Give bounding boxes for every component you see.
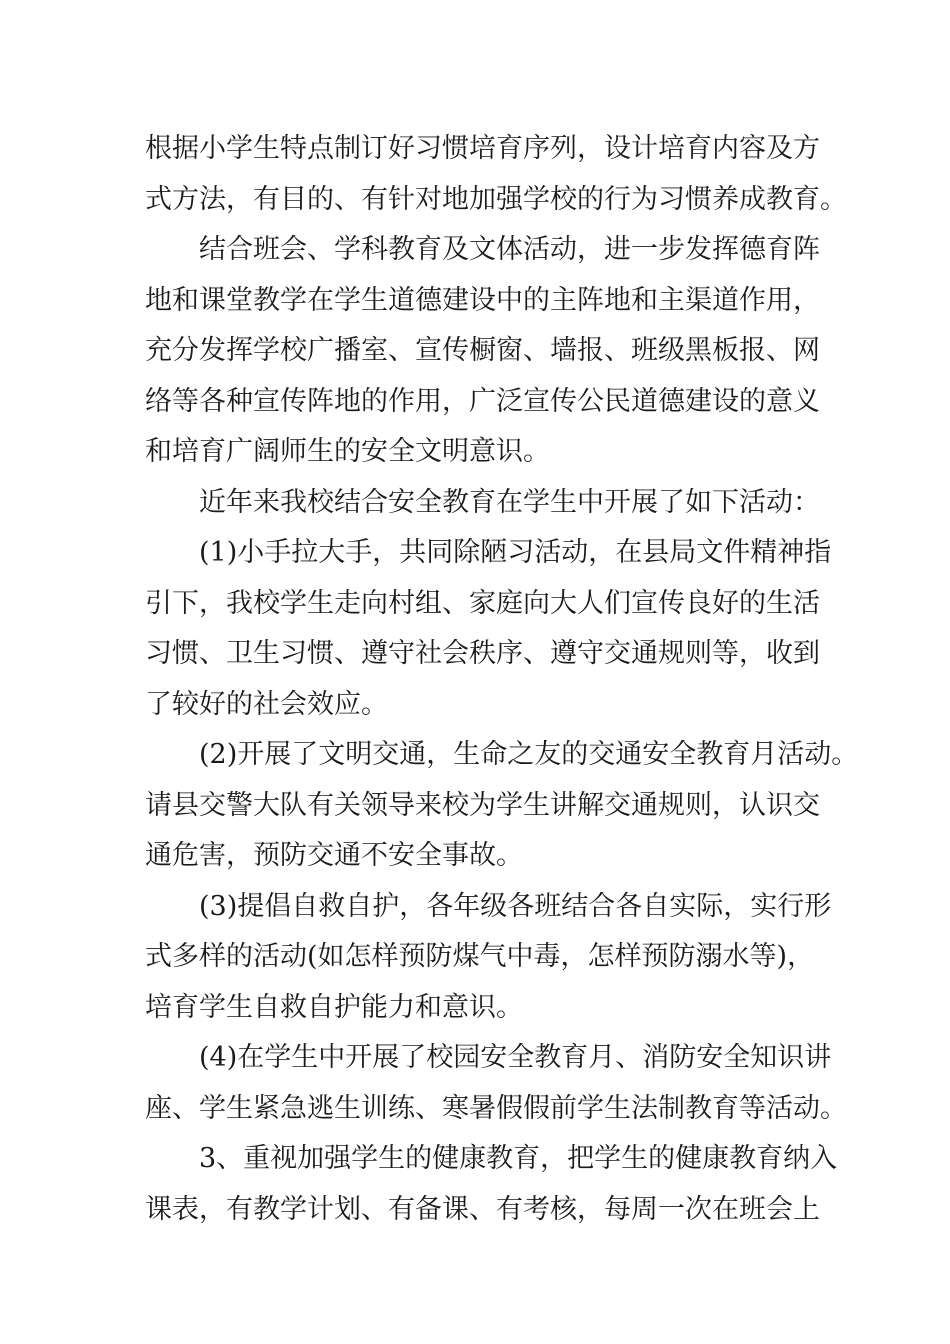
text-line: 3、重视加强学生的健康教育，把学生的健康教育纳入 bbox=[199, 1143, 838, 1174]
text-line: 络等各种宣传阵地的作用，广泛宣传公民道德建设的意义 bbox=[145, 385, 820, 417]
text-line: 结合班会、学科教育及文体活动，进一步发挥德育阵 bbox=[199, 234, 820, 265]
text-line: 和培育广阔师生的安全文明意识。 bbox=[145, 436, 550, 467]
text-line: (2)开展了文明交通，生命之友的交通安全教育月活动。 bbox=[199, 739, 859, 770]
text-line: 根据小学生特点制订好习惯培育序列，设计培育内容及方 bbox=[145, 133, 820, 164]
text-line: (4)在学生中开展了校园安全教育月、消防安全知识讲 bbox=[199, 1042, 832, 1073]
document-body bbox=[145, 124, 859, 1235]
text-line: 式多样的活动(如怎样预防煤气中毒，怎样预防溺水等)， bbox=[145, 941, 815, 972]
text-line: 培育学生自救自护能力和意识。 bbox=[145, 991, 523, 1023]
text-line: (3)提倡自救自护，各年级各班结合各自实际，实行形 bbox=[199, 890, 832, 922]
text-line: 座、学生紧急逃生训练、寒暑假假前学生法制教育等活动。 bbox=[145, 1092, 847, 1124]
text-line: 课表，有教学计划、有备课、有考核，每周一次在班会上 bbox=[145, 1193, 820, 1225]
text-line: (1)小手拉大手，共同除陋习活动，在县局文件精神指 bbox=[199, 537, 832, 568]
text-line: 习惯、卫生习惯、遵守社会秩序、遵守交通规则等，收到 bbox=[145, 638, 820, 669]
text-line: 式方法，有目的、有针对地加强学校的行为习惯养成教育。 bbox=[145, 183, 847, 215]
text-line: 通危害，预防交通不安全事故。 bbox=[145, 840, 523, 871]
text-line: 近年来我校结合安全教育在学生中开展了如下活动： bbox=[199, 486, 820, 518]
text-line: 请县交警大队有关领导来校为学生讲解交通规则，认识交 bbox=[145, 789, 820, 821]
text-line: 地和课堂教学在学生道德建设中的主阵地和主渠道作用， bbox=[145, 284, 820, 316]
text-line: 了较好的社会效应。 bbox=[145, 688, 388, 720]
text-line: 引下，我校学生走向村组、家庭向大人们宣传良好的生活 bbox=[145, 587, 820, 619]
text-line: 充分发挥学校广播室、宣传橱窗、墙报、班级黑板报、网 bbox=[145, 335, 820, 366]
